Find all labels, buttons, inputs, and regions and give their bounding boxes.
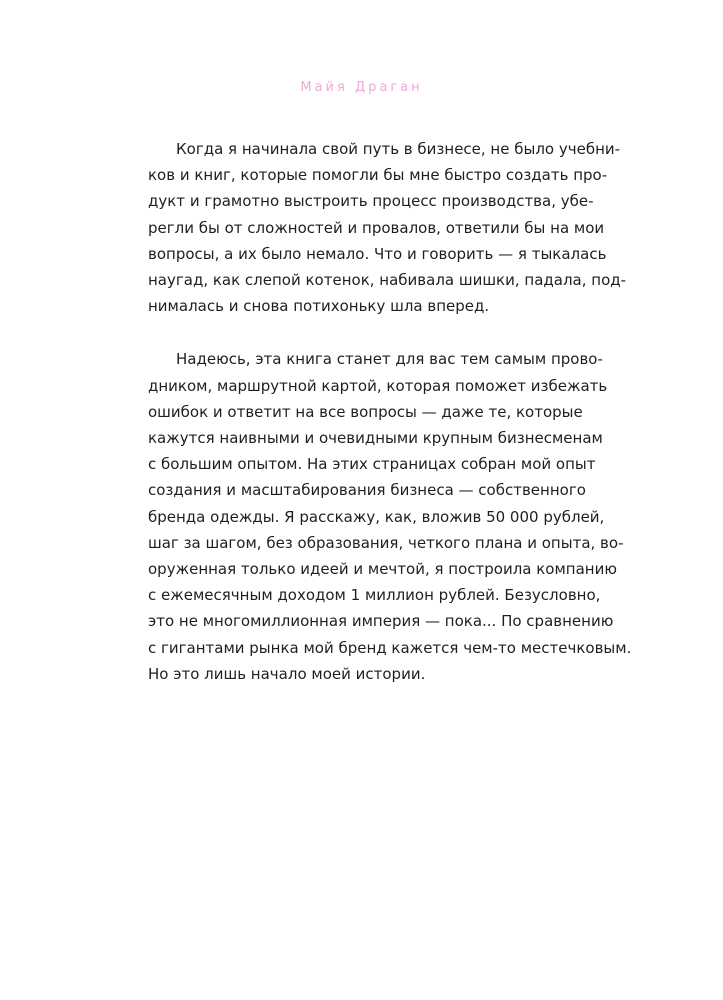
paragraph-line: вопросы, а их было немало. Что и говорить — я тыкалась [148, 244, 607, 263]
paragraph-line: Когда я начинала свой путь в бизнесе, не было учебни- [176, 140, 621, 158]
paragraph-line: оруженная только идеей и мечтой, я построила компанию [148, 560, 617, 579]
paragraph-line: кажутся наивными и очевидными крупным бизнесменам [148, 429, 603, 448]
paragraph-line: Но это лишь начало моей истории. [148, 664, 426, 683]
paragraph-line: регли бы от сложностей и провалов, ответили бы на мои [148, 218, 605, 237]
running-head-author: Майя Драган [300, 80, 423, 95]
paragraph-line: наугад, как слепой котенок, набивала шишки, падала, под- [148, 271, 627, 290]
paragraph-line: с большим опытом. На этих страницах собран мой опыт [148, 455, 596, 474]
paragraph-line: создания и масштабирования бизнеса — собственного [148, 481, 586, 500]
paragraph-line: ков и книг, которые помогли бы мне быстро создать про- [148, 166, 608, 185]
paragraph-line: бренда одежды. Я расскажу, как, вложив 50 000 рублей, [148, 507, 605, 526]
body-text [148, 136, 632, 687]
paragraph-spacer [148, 319, 578, 346]
paragraph-line: шаг за шагом, без образования, четкого плана и опыта, во- [148, 533, 624, 552]
paragraph-line: ошибок и ответит на все вопросы — даже те, которые [148, 402, 583, 421]
paragraph-line: с ежемесячным доходом 1 миллион рублей. Безусловно, [148, 586, 601, 605]
paragraph-line: Надеюсь, эта книга станет для вас тем самым прово- [176, 350, 603, 369]
paragraph-2 [148, 346, 632, 687]
paragraph-line: дукт и грамотно выстроить процесс производства, убе- [148, 192, 594, 211]
paragraph-1 [148, 136, 627, 319]
paragraph-line: это не многомиллионная империя — пока... По сравнению [148, 612, 614, 631]
paragraph-line: дником, маршрутной картой, которая поможет избежать [148, 376, 608, 395]
paragraph-line: с гигантами рынка мой бренд кажется чем-то местечковым. [148, 638, 632, 657]
paragraph-line: нималась и снова потихоньку шла вперед. [148, 297, 490, 316]
